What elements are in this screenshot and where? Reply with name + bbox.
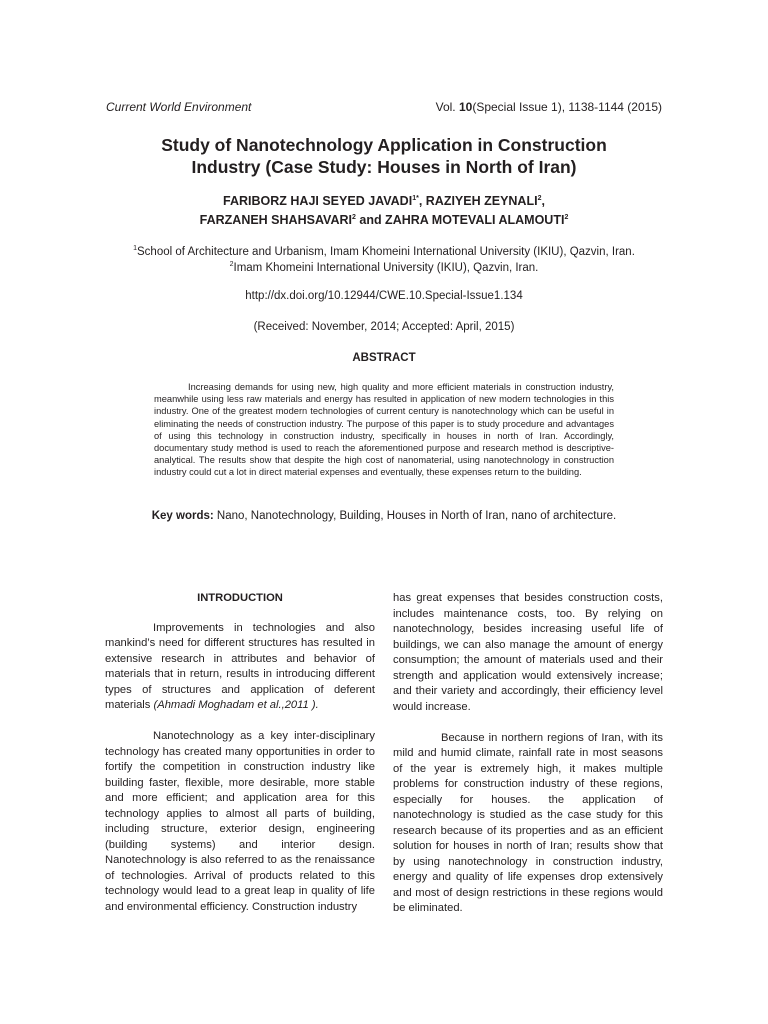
title-line-1: Study of Nanotechnology Application in Construction xyxy=(161,135,607,155)
author-1-affiliation: 1* xyxy=(412,194,419,202)
affiliation-1-marker: 1 xyxy=(133,245,137,253)
abstract-heading: ABSTRACT xyxy=(352,352,416,364)
affiliations xyxy=(0,244,768,276)
affiliation-2-text: Imam Khomeini International University (IKIU), Qazvin, Iran. xyxy=(233,262,539,274)
keywords-list: Nano, Nanotechnology, Building, Houses in North of Iran, nano of architecture. xyxy=(213,510,617,522)
author-list xyxy=(0,192,768,230)
author-3: FARZANEH SHAHSAVARI xyxy=(199,213,352,227)
abstract-text: Increasing demands for using new, high quality and more efficient materials in construction industry, meanwhile using less raw materials and energy has resulted in application of new modern technologies in this industry. One of the greatest modern technologies of current century is nanotechnology which can be useful in eliminating the needs of construction industry. The purpose of this paper is to study procedure and advantages of using this technology in construction industry, specifically in houses in north of Iran. Accordingly, documentary study method is used to reach the aforementioned purpose and research method is descriptive-analytical. The results show that despite the high cost of nanomaterial, using nanotechnology in construction industry could cut a lot in direct material expenses and eventually, these expenses return to the building. xyxy=(154,382,614,478)
doi-link[interactable]: http://dx.doi.org/10.12944/CWE.10.Special-Issue1.134 xyxy=(245,290,523,302)
authors-line-2 xyxy=(0,211,768,230)
volume-info xyxy=(436,100,662,114)
author-2-affiliation: 2 xyxy=(537,194,542,202)
author-2: , RAZIYEH ZEYNALI xyxy=(418,194,538,208)
affiliation-1 xyxy=(0,244,768,260)
paper-title xyxy=(0,134,768,178)
affiliation-2 xyxy=(0,260,768,276)
affiliation-1-text: School of Architecture and Urbanism, Imam Khomeini International University (IKIU), Qazvin, Iran. xyxy=(137,246,635,258)
section-heading-introduction: INTRODUCTION xyxy=(197,592,283,604)
author-3-affiliation: 2 xyxy=(351,213,356,221)
author-4-affiliation: 2 xyxy=(564,213,569,221)
affiliation-2-marker: 2 xyxy=(229,261,234,269)
volume-number: 10 xyxy=(458,100,473,114)
volume-prefix: Vol. xyxy=(435,100,459,114)
intro-paragraph-1 xyxy=(105,621,375,714)
body-column-left xyxy=(105,591,375,931)
body-column-right xyxy=(393,591,663,932)
author-1: FARIBORZ HAJI SEYED JAVADI xyxy=(223,194,413,208)
received-accepted-dates: (Received: November, 2014; Accepted: April, 2015) xyxy=(253,321,515,333)
journal-name: Current World Environment xyxy=(106,100,252,114)
author-4: and ZAHRA MOTEVALI ALAMOUTI xyxy=(355,213,565,227)
citation: (Ahmadi Moghadam et al.,2011 ). xyxy=(153,699,319,711)
authors-line-1 xyxy=(0,192,768,211)
author-separator: , xyxy=(541,194,545,208)
keywords xyxy=(0,510,768,522)
title-line-2: Industry (Case Study: Houses in North of Iran) xyxy=(191,157,577,177)
intro-paragraph-1-text: Improvements in technologies and also mankind’s need for different structures has resulted in extensive research in attributes and behavior of materials that in return, results in introducing different types of structures and application of deferent materials xyxy=(105,621,375,711)
intro-paragraph-2: Nanotechnology as a key inter-disciplinary technology has created many opportunities in order to fortify the competition in construction industry like building faster, flexible, more desirable, more stable and more efficient; and application area for this technology applies to almost all parts of building, including structure, exterior design, engineering (building systems) and interior design. Nanotechnology is also referred to as the renaissance of technologies. Arrival of products related to this technology would lead to a great leap in quality of life and environmental efficiency. Construction industry xyxy=(105,730,375,913)
keywords-label: Key words: xyxy=(151,510,214,522)
volume-issue-pages: (Special Issue 1), 1138-1144 (2015) xyxy=(472,100,662,114)
intro-paragraph-3: Because in northern regions of Iran, with its mild and humid climate, rainfall rate in most seasons of the year is extremely high, it makes multiple problems for construction industry of these regions, especially for houses. the application of nanotechnology is studied as the case study for this research because of its properties and as an efficient solution for houses in north of Iran; results show that by using nanotechnology in construction industry, energy and quality of life expenses drop extensively and most of design restrictions in these regions would be eliminated. xyxy=(393,731,663,914)
intro-paragraph-2-continued: has great expenses that besides construction costs, includes maintenance costs, too. By relying on nanotechnology, besides increasing useful life of buildings, we can also manage the amount of energy consumption; the amount of materials used and their strength and application would extensively increase; and their variety and accordingly, their efficiency level would increase. xyxy=(393,592,663,713)
